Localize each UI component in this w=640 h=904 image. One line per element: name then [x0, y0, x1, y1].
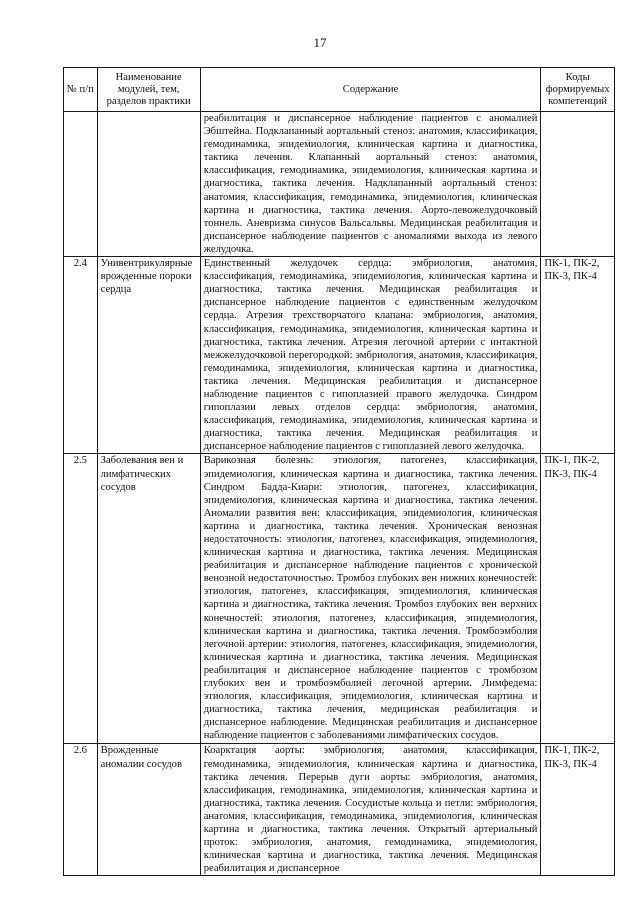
row-number: 2.5: [64, 454, 98, 744]
table-row: [64, 454, 615, 744]
row-number: 2.6: [64, 744, 98, 876]
row-title: Заболевания вен и лимфатических сосудов: [97, 454, 200, 744]
row-content: Коарктация аорты: эмбриология, анатомия, классификация, гемодинамика, эпидемиология, клиническая картина и диагностика, тактика лечения. Перерыв дуги аорты: эмбриология, анатомия, классификация, гемодинамика, эпидемиология, клиническая картина и диагностика, тактика лечения. Сосудистые кольца и петли: эмбриология, анатомия, классификация, гемодинамика, эпидемиология, клиническая картина и диагностика, тактика лечения. Открытый артериальный проток: эмбриология, анатомия, гемодинамика, эпидемиология, клиническая картина и диагностика, тактика лечения. Медицинская реабилитация и диспансерное: [200, 744, 541, 876]
row-content: Единственный желудочек сердца: эмбриология, анатомия, классификация, гемодинамика, эпидемиология, клиническая картина и диагностика, тактика лечения. Медицинская реабилитация и диспансерное наблюдение пациентов с единственным желудочком сердца. Атрезия трехстворчатого клапана: эмбриология, анатомия, классификация, гемодинамика, эпидемиология, клиническая картина и диагностика, тактика лечения. Атрезия легочной артерии с интактной межжелудочковой перегородкой: эмбриология, анатомия, классификация, гемодинамика, эпидемиология, клиническая картина и диагностика, тактика лечения. Медицинская реабилитация и диспансерное наблюдение пациентов с гипоплазией правого желудочка. Синдром гипоплазии левых отделов сердца: эмбриология, анатомия, классификация, гемодинамика, эпидемиология, клиническая картина и диагностика, тактика лечения. Медицинская реабилитация и диспансерное наблюдение пациентов с гипоплазией левого желудочка.: [200, 257, 541, 454]
table-header-row: [64, 68, 615, 112]
header-content: Содержание: [200, 68, 541, 112]
row-title: Врожденные аномалии сосудов: [97, 744, 200, 876]
table-row: [64, 744, 615, 876]
curriculum-table: [63, 67, 615, 876]
row-title: Унивентрикулярные врожденные пороки сердца: [97, 257, 200, 454]
page-number: 17: [313, 35, 327, 50]
header-codes: Коды формируемых компетенций: [541, 68, 615, 112]
row-content: реабилитация и диспансерное наблюдение пациентов с аномалией Эбштейна. Подклапанный аортальный стеноз: анатомия, классификация, гемодинамика, эпидемиология, клиническая картина и диагностика, тактика лечения. Клапанный аортальный стеноз: анатомия, классификация, гемодинамика, эпидемиология, клиническая картина и диагностика, тактика лечения. Надклапанный аортальный стеноз: анатомия, классификация, гемодинамика, эпидемиология, клиническая картина и диагностика, тактика лечения. Аорто-левожелудочковый тоннель. Аневризма синусов Вальсальвы. Медицинская реабилитация и диспансерное наблюдение пациентов с аномалиями выхода из левого желудочка.: [200, 112, 541, 257]
row-codes: ПК-1, ПК-2, ПК-3, ПК-4: [541, 454, 615, 744]
table-row: [64, 257, 615, 454]
row-codes: ПК-1, ПК-2, ПК-3, ПК-4: [541, 257, 615, 454]
row-title: [97, 112, 200, 257]
row-number: [64, 112, 98, 257]
row-codes: [541, 112, 615, 257]
header-num: № п/п: [64, 68, 98, 112]
row-content: Варикозная болезнь: этиология, патогенез, классификация, эпидемиология, клиническая картина и диагностика, тактика лечения. Синдром Бадда-Киари: этиология, патогенез, классификация, эпидемиология, клиническая картина и диагностика, тактика лечения. Аномалии развития вен: классификация, эпидемиология, клиническая картина и диагностика, тактика лечения. Хроническая венозная недостаточность: этиология, патогенез, классификация, эпидемиология, клиническая картина и диагностика, тактика лечения. Медицинская реабилитация и диспансерное наблюдение пациентов с хронической венозной недостаточностью. Тромбоз глубоких вен нижних конечностей: этиология, патогенез, классификация, эпидемиология, клиническая картина и диагностика, тактика лечения. Тромбоз глубоких вен верхних конечностей: этиология, патогенез, классификация, эпидемиология, клиническая картина и диагностика, тактика лечения. Тромбоэмболия легочной артерии: этиология, патогенез, классификация, эпидемиология, клиническая картина и диагностика, тактика лечения. Медицинская реабилитация и диспансерное наблюдение пациентов с тромбозом глубоких вен и тромбоэмболией легочной артерии. Лимфедема: этиология, классификация, эпидемиология, клиническая картина и диагностика, тактика лечения, медицинская реабилитация и диспансерное наблюдение. Медицинская реабилитация и диспансерное наблюдение пациентов с заболеваниями лимфатических сосудов.: [200, 454, 541, 744]
row-codes: ПК-1, ПК-2, ПК-3, ПК-4: [541, 744, 615, 876]
header-name: Наименование модулей, тем, разделов практики: [97, 68, 200, 112]
row-number: 2.4: [64, 257, 98, 454]
table-row: [64, 112, 615, 257]
